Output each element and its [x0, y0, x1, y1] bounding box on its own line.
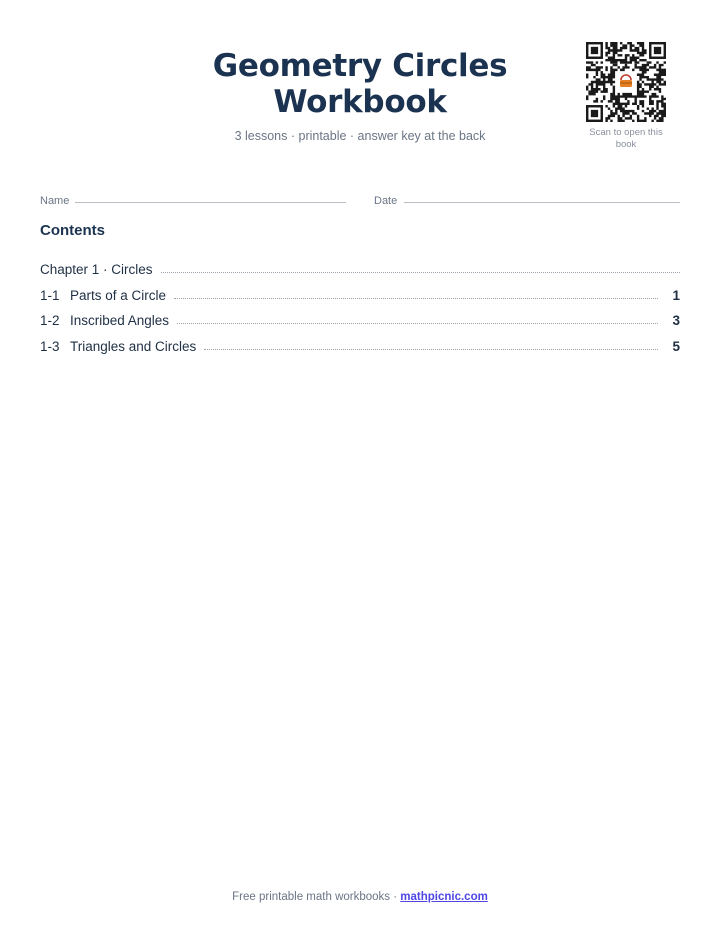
page-title — [200, 48, 520, 120]
qr-code[interactable] — [586, 42, 666, 122]
toc-leader — [174, 298, 658, 299]
lesson-number: 1-1 — [40, 288, 60, 303]
lesson-number: 1-2 — [40, 313, 60, 328]
qr-finder-pattern — [586, 42, 603, 59]
toc-lesson-label — [40, 288, 166, 303]
lesson-page-number: 5 — [672, 339, 680, 354]
lesson-title: Triangles and Circles — [70, 339, 197, 354]
footer-link[interactable]: mathpicnic.com — [400, 891, 488, 903]
footer-text: Free printable math workbooks · — [232, 891, 401, 903]
lesson-title: Parts of a Circle — [70, 288, 167, 303]
date-field-line[interactable] — [404, 202, 680, 203]
toc-lesson-row[interactable] — [40, 283, 680, 303]
toc-chapter-row[interactable] — [40, 257, 680, 277]
lesson-number: 1-3 — [40, 339, 60, 354]
title-line-1: Geometry Circles — [212, 48, 508, 84]
qr-caption: Scan to open this book — [589, 127, 663, 150]
lesson-title: Inscribed Angles — [70, 313, 170, 328]
contents-heading: Contents — [40, 222, 105, 239]
picnic-basket-icon — [617, 73, 635, 91]
toc-lesson-row[interactable] — [40, 308, 680, 328]
toc-leader — [204, 349, 658, 350]
lesson-page-number: 1 — [672, 288, 680, 303]
title-line-2: Workbook — [273, 84, 447, 120]
name-field-line[interactable] — [75, 202, 346, 203]
qr-finder-pattern — [586, 105, 603, 122]
toc-lesson-label — [40, 313, 169, 328]
toc-leader — [161, 272, 680, 273]
footer — [0, 891, 720, 903]
qr-finder-pattern — [649, 42, 666, 59]
page-subtitle: 3 lessons · printable · answer key at the back — [234, 129, 486, 143]
lesson-page-number: 3 — [672, 313, 680, 328]
toc-chapter-label: Chapter 1 · Circles — [40, 262, 153, 277]
toc-leader — [177, 323, 658, 324]
toc-lesson-row[interactable] — [40, 334, 680, 354]
toc-lesson-label — [40, 339, 196, 354]
name-label: Name — [40, 195, 70, 207]
date-label: Date — [374, 195, 398, 207]
